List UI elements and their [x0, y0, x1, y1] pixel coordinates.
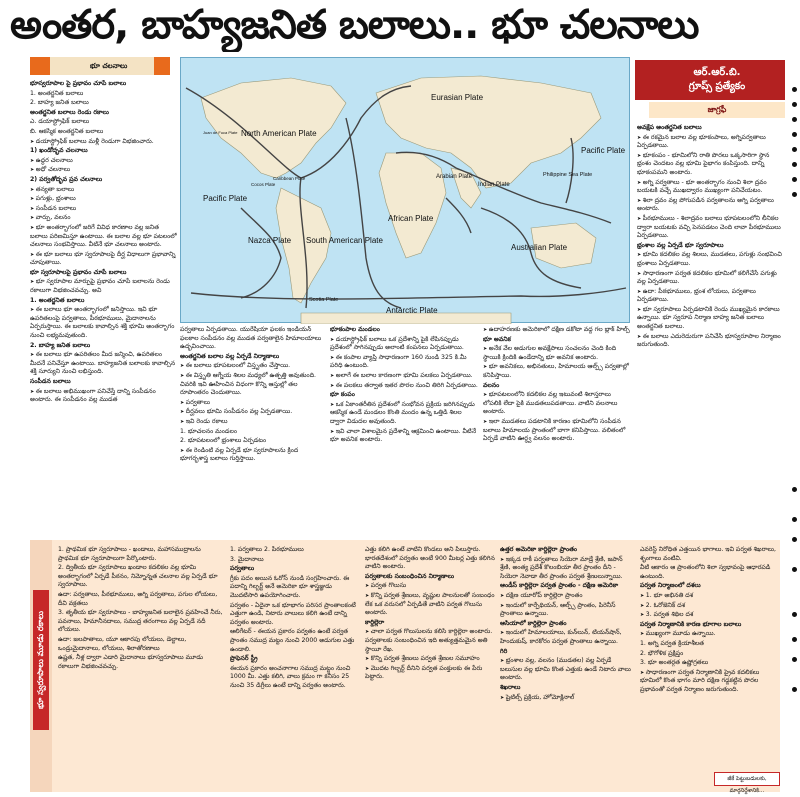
- label-caribbean: Caribbean Plate: [273, 176, 306, 181]
- tectonic-plates-map: [180, 57, 630, 323]
- text-line: ➤ ఉదా: పీఠభూములు, భ్రంశ లోయలు, పర్వతాలు ఏర్పడతాయి.: [637, 288, 785, 305]
- text-line: ➤ 3. పర్వత శిథిల దశ: [640, 611, 780, 620]
- right-edge-bullets: [786, 57, 800, 797]
- text-line: ➤ ఇక్కడ రాకీ పర్వతాలు సియెరా మాడ్రే శ్రేణి, జపాన్ శ్రేణి, అంత్య ప్రదేశ్ కొలంబియా తీర ప్రాంతం దీని - సియెరా నెవాడా తీర ప్రాంతం పర్వత శ్రేణులున్నాయి.: [500, 556, 635, 582]
- text-line: ఎ. డయాస్ట్రోఫిక్ బలాలు: [30, 118, 90, 126]
- bottom-column-4: [500, 546, 635, 786]
- text-line: శిఖరాలు: [500, 683, 521, 691]
- label-philippine: Philippine Sea Plate: [543, 172, 593, 178]
- text-line: 1. ప్రాథమిక భూ స్వరూపాలు - ఖండాలు, మహాసముద్రాలను ప్రాథమిక భూ స్వరూపాలుగా పేర్కొంటారు.: [58, 546, 201, 562]
- text-line: ➤ సాధారణంగా పర్వత నిర్మాణానికి ప్రైవ కదలికలు భూమిలో కొంత భాగం మారి దక్షిణ గడ్డకట్టిన పొరల ప్రభావంతో పర్వత నిర్మాణం జరుగుతుంది.: [640, 669, 780, 695]
- label-pacific-right: Pacific Plate: [581, 146, 626, 155]
- text-line: ➤ ఇవి చాలా విశాలమైన ప్రదేశాన్ని ఆక్రమించి ఉంటాయి. వీటినే భూ అవనిక అంటారు.: [330, 428, 478, 445]
- text-line: 1. అంతర్జనిత బలాలు: [30, 296, 85, 304]
- text-line: ఉష్ణత, నీళ్ల ద్వారా ఎడారి మైదానాలు భూస్వరూపాలు మూడు రకాలుగా విభజించవచ్చు.: [58, 654, 204, 670]
- text-line: ➤ ఈ బలాలు ఎదురెదురుగా పనిచేసి భూస్వరూపాల నిర్మాణం జరుగుతుంది.: [637, 333, 785, 350]
- text-line: ➤ ఈ బలాలు భూ ఉపరితలం మీద జన్మించి, ఉపరితలం మీదనే పనిచేస్తూ ఉంటాయి. బాహ్యజనిత బలాలకు కావాల్సిన శక్తి సూర్యుని నుంచి లభిస్తుంది.: [30, 351, 178, 377]
- text-line: ➤ దక్షిణ యూరోప్ కార్డిల్లెరా ప్రాంతం: [500, 592, 635, 601]
- text-line: భూ స్వరూపాలపై ప్రభావం చూపే బలాలు: [30, 268, 127, 276]
- column-4: [483, 326, 631, 536]
- text-line: ➤ మొదట గిల్బర్ట్ దీనిని పర్వత పంక్తులకు ఈ పేరు పెట్టారు.: [365, 665, 495, 682]
- text-line: ➤ భూపటలంలోని కదలికల వల్ల ఇటువంటి శిలాస్తరాలు లోపలికి లేదా పైకి ముడతలుపడతాయి. వాటిని వలనాలు అంటారు.: [483, 391, 631, 417]
- text-line: ➤ ఈ రెండింటి వల్ల ఏర్పడే భూ స్వరూపాలను క్రింద భూగర్భశాస్త్ర బలాలు గుర్తిస్తాయి.: [180, 447, 325, 464]
- text-line: ఉదా: జలపాతాలు, యూ ఆకారపు లోయలు, డెల్టాలు, ఒండ్రుమైదానాలు, లోయలు, శిలాతోరణాలు: [58, 635, 187, 652]
- text-line: 1. అగ్ని పర్వత క్రియాశీలత: [640, 639, 704, 647]
- text-line: ➤ ముఖ్యంగా మూడు ఉన్నాయి.: [640, 630, 780, 639]
- text-line: పర్వత నిర్మాణానికి కారణ భూగాల బలాలు: [640, 620, 742, 628]
- text-line: 2. భౌగోళిక ప్రక్షిప్తం: [640, 649, 684, 657]
- series-brand: [635, 60, 785, 120]
- text-line: ➤ డయాస్ట్రోఫిక్ బలాలు ఒక ప్రదేశాన్ని పైకి లేపినప్పుడు ప్రదేశంలో సాగినప్పుడు అలాంటి కంపనలు ఏర్పడుతాయి.: [330, 336, 478, 353]
- label-juan: Juan de Fuca Plate: [203, 130, 238, 135]
- text-line: ➤ ఇలా ముడతలు పడటానికి కారణం భూమిలోని సంపీడన బలాలు హిమాలయ ప్రాంతంలో బాగా కనిపిస్తాయి. వలితంలో ఏర్పడే వాటిని ఊర్ధ్వ వలనం అంటారు.: [483, 418, 631, 444]
- text-line: ➤ భ్రంశాల వల్ల, వలనం (ముడతల) వల్ల ఏర్పడే బలుసుల వల్ల భూమి కొంత ఎత్తుకు ఉండే నిటారు వాలు అంటారు.: [500, 657, 635, 683]
- text-line: ➤ అగ్ని పర్వతాలు - భూ అంతర్భాగం నుంచి శిలా ద్రవం బయటకి వచ్చే ముఖద్వారం ముఖ్యంగా పనిచేయటం.: [637, 179, 785, 196]
- text-line: 2. బాహ్య జనిత బలాలు: [30, 341, 91, 349]
- text-line: ➤ డయాస్ట్రోఫిక్ బలాలు మళ్లీ రెండుగా విభజించారు.: [30, 138, 178, 147]
- text-line: ➤ భూ స్వరూపాల మార్పుపై ప్రభావం చూపే బలాలను రెండు రకాలుగా విభజించవచ్చు. అవి: [30, 278, 178, 295]
- text-line: 3. మైదానాలు: [230, 555, 264, 563]
- text-line: ➤ ఈ బలాలు భూ అంతర్భాగంలో జనిస్తాయి. ఇవి భూ ఉపరితలంపై పర్వతాలు, పీఠభూములు, మైదానాలను ఏర్పరుస్తాయి. ఈ బలాలకు కావాల్సిన శక్తి భూమి అంతర్భాగం నుంచి లభ్యమవుతుంది.: [30, 306, 178, 340]
- brand-line2: గ్రూప్స్ ప్రత్యేకం: [688, 81, 746, 92]
- text-line: ➤ భూ అవనికలు, అభినతులు, హిమాలయ ఆల్ప్స్ పర్వతాల్లో కనిపిస్తాయి.: [483, 363, 631, 380]
- text-line: ఉత్తర అమెరికా కార్డిల్లెరా ప్రాంతం: [500, 546, 578, 553]
- text-line: పర్వతాలు: [230, 565, 255, 573]
- text-line: ➤ ఈ భూ బలాలు భూ స్వరూపాలపై దీర్ఘ విధాలుగా ప్రభావాన్ని చూపుతాయి.: [30, 251, 178, 268]
- text-line: ➤ భూమి కదలికల వల్ల శిలలు, ముడతలు, పగుళ్లు సంభవించి భ్రంశాలు ఏర్పడతాయి.: [637, 251, 785, 268]
- text-line: ➤ చాలా పర్వత గొలుసులను కలిసి కార్డిల్లెరా అంటారు. పర్వతాలకు సంబంధించిన ఇది అత్యుత్తమమైన అతి స్థాయీ రేఖ.: [365, 628, 495, 654]
- text-line: సంపీడన బలాలు: [30, 378, 71, 385]
- text-line: ➤ పీఠభూములు - శిలాద్రవం బలాలు భూపటలంలోని లీనికల ద్వారా బయటకు వచ్చి పెనపడటం చెంది లావా పీఠభూములు ఏర్పడతాయి.: [637, 215, 785, 241]
- text-line: ➤ 1. భూ అభినతి దశ: [640, 592, 780, 601]
- text-line: ➤ ఇందులో హిమాలయాలు, కున్‌లున్, టియన్‌షాన్, హిందుకుష్, కారకోరం పర్వత ప్రాంతాలు ఉన్నాయి.: [500, 629, 635, 646]
- text-line: వీటి ఆకారం ఆ ప్రాంతంలోని శిలా స్వభావంపై ఆధారపడి ఉంటుంది.: [640, 564, 771, 580]
- label-arabian: Arabian Plate: [436, 174, 473, 180]
- text-line: పర్వతం - ఏదైనా ఒక భూభాగం పరిసర ప్రాంతాలకంటే ఎత్తుగా ఉండి, నిటారు వాలులు కలిగి ఉంటే దాన్ని పర్వతం అంటారు.: [230, 601, 356, 626]
- text-line: ➤ ఈ బలాలు భూపటలంలో విస్తృతం చేస్తాయి.: [180, 362, 325, 371]
- section-tag: [30, 57, 170, 75]
- text-line: ➤ అనేక వేల అడుగుల అవక్షేపాలు సంచలనం చెంది కింది స్థాయికి క్రిందికి ఉండేదాన్ని భూ అవనిక అంటారు.: [483, 345, 631, 362]
- text-line: ➤ పర్వతాలు: [180, 399, 325, 408]
- text-line: ➤ శిలా ద్రవం వల్ల పోగుపడిన పర్వతాలను అగ్ని పర్వతాలు అంటారు.: [637, 197, 785, 214]
- text-line: 1. భూచలనం మండలం: [180, 427, 237, 435]
- text-line: ➤ సాధారణంగా పర్వత కదలికల భూమిలో కలిగేచేసే పగుళ్లు వల్ల ఏర్పడతాయి.: [637, 270, 785, 287]
- text-line: ➤ ఈ కంపాల వ్యాప్తి సాధారణంగా 160 నుండి 325 కి.మీ పరిధి ఉంటుంది.: [330, 354, 478, 371]
- text-line: పర్వతాలు ఏర్పడతాయి. యురేషియా ఫలకం ఇండియన్ ఫలకాల సంపీడనం వల్ల ముడత పర్వతాలైన హిమాలయాలు ఉద్భవించాయి.: [180, 326, 322, 351]
- text-line: 2. భూపటలంలో భ్రంశాలు ఏర్పడటం: [180, 437, 267, 445]
- text-line: పర్వతాలకు సంబంధించిన నిర్మాణాలు: [365, 572, 455, 580]
- text-line: ఆసియాలో కార్డిల్లెరా ప్రాంతం: [500, 619, 567, 627]
- text-line: 1. పర్వతాలు 2. పీఠభూములు: [230, 546, 304, 553]
- label-indian: Indian Plate: [478, 182, 510, 188]
- text-line: ➤ షైటిల్స్ ప్రక్రియ, హోమోక్లినాల్: [500, 694, 635, 703]
- text-line: ➤ ఇవి రెండు రకాలు: [180, 418, 325, 427]
- text-line: అంతర్జనిత బలాల వల్ల ఏర్పడే నిర్మాణాలు: [180, 352, 280, 360]
- label-scotia: Scotia Plate: [309, 297, 339, 303]
- vertical-label: భూ స్వరూపాలు మూడు రకాలు: [33, 590, 49, 730]
- text-line: 3. తృతీయ భూ స్వరూపాలు - బాహ్యజనిత బలాలైన ప్రవహించే నీరు, పవనాలు, హిమానీనదాలు, సముద్ర తరంగాలు వల్ల ఏర్పడే నదీ లోయలు.: [58, 609, 223, 634]
- headline: అంతర, బాహ్యజనిత బలాలు.. భూ చలనాలు: [10, 2, 699, 48]
- text-line: గిరి: [500, 647, 508, 655]
- text-line: పర్వత నిర్మాణంలో దశలు: [640, 582, 701, 590]
- text-line: 2. ద్వితీయ భూ స్వరూపాలు ఖండాల కదలికల వల్ల భూమి అంతర్భాగంలో ఏర్పడే పీఠనం, నిమ్నోన్నత చలనాల వల్ల ఏర్పడే భూ స్వరూపాలు.: [58, 564, 218, 589]
- text-line: ➤ సంపీడన బలాలు: [30, 205, 178, 214]
- vertical-label-panel: [30, 540, 52, 792]
- text-line: ఆండీస్ కార్డిల్లెరా పర్వత ప్రాంతం - దక్షిణ అమెరికా: [500, 582, 619, 590]
- text-line: ఆలిగేటర్ - ఈయన ప్రకారం పర్వతం ఉంటే పర్వత ప్రాంతం సముద్ర మట్టం నుంచి 2000 అడుగుల ఎత్తు ఉండాలి.: [230, 628, 355, 653]
- label-antarctic: Antarctic Plate: [386, 306, 438, 315]
- text-line: ➤ భూ స్వరూపాలు ఏర్పడటానికి రెండు ముఖ్యమైన కారకాలు ఉన్నాయి. భూ స్వరూప నిర్మాణ బాహ్య జనిత బలాలు అంతర్జనిత బలాలు.: [637, 306, 785, 332]
- label-australian: Australian Plate: [511, 243, 568, 252]
- text-line: 2) పర్వతోద్భవ ప్రవ చలనాలు: [30, 175, 103, 183]
- text-line: ➤ వార్పు, వలనం: [30, 214, 178, 223]
- column-5: [637, 124, 785, 534]
- text-line: ➤ 2. ఓరోజెనిక్ దశ: [640, 602, 780, 611]
- text-line: కార్డిల్లెరా: [365, 618, 385, 626]
- label-nazca: Nazca Plate: [248, 236, 292, 245]
- label-north-american: North American Plate: [241, 129, 317, 138]
- text-line: 3. భూ అంతర్గత ఉష్ణోగ్రతలు: [640, 659, 709, 667]
- label-south-american: South American Plate: [306, 236, 383, 245]
- text-line: ➤ దీర్ఘవలు భూమి సంపీడనం వల్ల ఏర్పడతాయి.: [180, 408, 325, 417]
- text-line: 2. బాహ్య జనిత బలాలు: [30, 99, 89, 107]
- text-line: బి. ఆకస్మిక అంతర్జనిత బలాలు: [30, 127, 104, 135]
- column-2: [180, 326, 325, 536]
- text-line: ➤ ఉద్ధర చలనాలు: [30, 157, 178, 166]
- bottom-column-2: [230, 546, 360, 786]
- column-1: [30, 80, 178, 535]
- text-line: అవక్షేప అంతర్జనిత బలాలు: [637, 124, 702, 131]
- label-african: African Plate: [388, 214, 434, 223]
- text-line: భూ కంపం: [330, 391, 355, 399]
- text-line: ప్రొఫెసర్ స్ట్రీ: [230, 655, 258, 663]
- text-line: ➤ ఈ రకమైన బలాల వల్ల భూకంపాలు, అగ్నిపర్వతాలు ఏర్పడతాయి.: [637, 134, 785, 151]
- label-eurasian: Eurasian Plate: [431, 93, 484, 102]
- text-line: ఎవరెస్ట్ నిరోధిత ఎత్తయిన భాగాలు. ఇవి పర్వత శిఖరాలు, శృంగాలు వంటివి.: [640, 546, 776, 562]
- bottom-column-1: [58, 546, 223, 786]
- text-line: ➤ ఈ పలకలు తర్వాత ఇతర పొరల నుంచి తిరిగి ఏర్పడతాయి.: [330, 382, 478, 391]
- text-line: ➤ పర్వత గొలుసు: [365, 582, 495, 591]
- text-line: ➤ ఇందులో కార్పేథియన్, ఆల్ప్స్ ప్రాంతం, పిరెనీస్ ప్రాంతాలు ఉన్నాయి.: [500, 602, 635, 619]
- text-line: 1) ఖండోద్భవ చలనాలు: [30, 147, 88, 155]
- text-line: అంతర్జనిత బలాలు రెండు రకాలు: [30, 108, 109, 116]
- text-line: వలనం: [483, 381, 500, 389]
- text-line: ➤ భూ అంతర్భాగంలో జరిగే వివిధ కారణాల వల్ల జనిత బలాలు పరిణమిస్తూ ఉంటాయి. ఈ బలాల వల్ల భూ పటలంలో చలనాలు సంభవిస్తాయి. వీటినే భూ చలనాలు అంటారు.: [30, 224, 178, 250]
- text-line: భూ అవనిక: [483, 335, 511, 343]
- text-line: ➤ ఈ బలాలు అభిముఖంగా పనిచేస్తే దాన్ని సంపీడనం అంటారు. ఈ సంపీడనం వల్ల ముడత: [30, 388, 178, 405]
- bottom-column-5: [640, 546, 780, 768]
- brand-line1: ఆర్.ఆర్.బి.: [693, 67, 741, 78]
- text-line: భ్రంశాల వల్ల ఏర్పడే భూ స్వరూపాలు: [637, 241, 724, 249]
- text-line: ఎత్తు కలిగి ఉంటే వాటిని కొండలు అని పిలుస్తారు. భారతదేశంలో పర్వతం అంటే 900 మీటర్ల ఎత్తు కలిగిన వాటిని అంటారు.: [365, 546, 495, 571]
- text-line: ఉదా: పర్వతాలు, పీఠభూములు, అగ్ని పర్వతాలు, పగుల లోయలు, దీవి వక్రతలు: [58, 590, 218, 607]
- text-line: ➤ పగుళ్లు, భ్రంశాలు: [30, 195, 178, 204]
- text-line: ➤ కొన్ని పర్వత శ్రేణులు పర్వత శ్రేణుల సమూహం: [365, 655, 495, 664]
- text-line: ➤ కొన్ని పర్వత శ్రేణులు, వృష్టుల పాలనులతో సంబంధం లేక ఒక వరుసలో ఏర్పడితే వాటిని పర్వత గొలుసు అంటారు.: [365, 592, 495, 618]
- text-line: ➤ ఉదాహరణకు అమెరికాలో దక్షిణ డకోటా వద్ద గల బ్లాక్ హిల్స్: [483, 326, 631, 335]
- text-line: భూస్వరూపాల పై ప్రభావం చూపే బలాలు: [30, 80, 127, 87]
- label-cocos: Cocos Plate: [251, 182, 276, 187]
- brand-subject: జాగ్రఫీ: [649, 102, 785, 118]
- text-line: భూకంపాల మండలం: [330, 326, 380, 333]
- column-3: [330, 326, 478, 536]
- text-line: ➤ ఈ విస్తృతి ఆగ్నేయ శిలల మధ్యలో ఉత్పత్తి అవుతుంది. చివరికి ఇవి ఊహించిన విధంగా కొన్ని ఆస్తుల్లో తల రూపాంతరం చెందుతాయి.: [180, 372, 325, 398]
- label-pacific-left: Pacific Plate: [203, 194, 248, 203]
- section-tag-label: భూ చలనాలు: [50, 57, 154, 75]
- text-line: గ్రీకు పదం అయిన ఓరోస్ నుండి సంగ్రహించారు. ఈ పదాన్ని గిల్బర్ట్ అనే అమెరికా భూ శాస్త్రజ్ఞుడు మొదటిసారి ఉపయోగించారు.: [230, 574, 350, 599]
- text-line: ➤ తన్యతా బలాలు: [30, 186, 178, 195]
- text-line: 1. అంతర్జనిత బలాలు: [30, 89, 84, 97]
- text-line: ➤ భూకంపం - భూమిలోని రాతి పొరలు ఒక్కసారిగా స్థాన భ్రంశం చెందటం వల్ల భూమి పైభాగం కంపిస్తుంది. దాన్ని భూకంపమని అంటారు.: [637, 152, 785, 178]
- text-line: ➤ ఒక ఏకాంతరీతిన ప్రదేశంలో సంభోవన ప్రక్రియ జరిగినప్పుడు ఆకస్మిక ఉండే మండలం కొంతి మందం ఉన్న ఒత్తిడి శిలల ద్వారా విడుదల అవుతుంది.: [330, 401, 478, 427]
- bottom-column-3: [365, 546, 495, 786]
- text-line: ➤ అలాగే ఈ బలాల కారణంగా భూమి పలకలు ఏర్పడతాయి.: [330, 372, 478, 381]
- footer-tag: జీకే పెట్టుబడులకు, మార్గనిర్దేశానికి...: [714, 772, 780, 786]
- text-line: ➤ అధో చలనాలు: [30, 166, 178, 175]
- text-line: ఈయన ప్రకారం అంచనాగాల సముద్ర మట్టం నుంచి 1000 మీ. ఎత్తు కలిగి, వాలు క్రమం గా కనీసం 25 నుంచి 35 డిగ్రీలు ఉంటే దాన్ని పర్వతం అంటారు.: [230, 664, 351, 689]
